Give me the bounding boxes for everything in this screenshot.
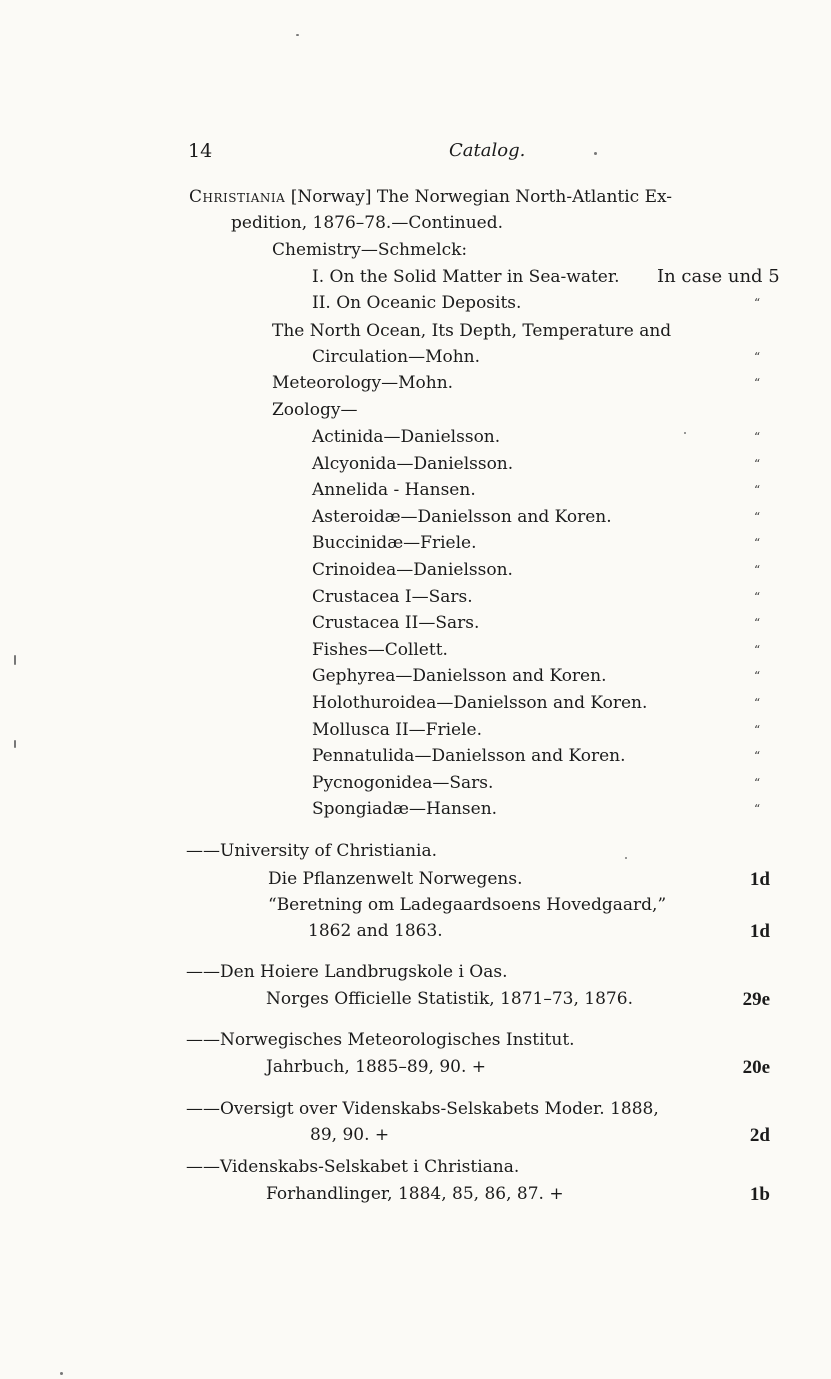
ditto-mark: “ xyxy=(754,456,761,471)
entry-line: 1862 and 1863. xyxy=(308,921,443,941)
ditto-mark: “ xyxy=(754,669,761,684)
zoology-item: Holothuroidea—Danielsson and Koren. xyxy=(312,693,648,713)
zoology-item: Actinida—Danielsson. xyxy=(312,427,501,447)
north-ocean-line-1: The North Ocean, Its Depth, Temperature and xyxy=(272,321,672,341)
location-code: 1d xyxy=(749,869,770,890)
print-speck xyxy=(14,740,16,748)
ditto-mark: “ xyxy=(754,696,761,710)
zoology-item: Pennatulida—Danielsson and Koren. xyxy=(312,746,626,767)
entry-heading: ——Den Hoiere Landbrugskole i Oas. xyxy=(186,962,508,982)
entry-line: “Beretning om Ladegaardsoens Hovedgaard,” xyxy=(268,895,667,915)
entry-heading: ——University of Christiania. xyxy=(186,841,438,861)
ditto-mark: “ xyxy=(754,376,761,390)
entry-line: Norges Officielle Statistik, 1871–73, 1876. xyxy=(266,989,633,1009)
print-speck xyxy=(296,34,299,36)
ditto-mark: “ xyxy=(754,749,761,764)
zoology-item: Spongiadæ—Hansen. xyxy=(312,799,498,820)
zoology-heading: Zoology— xyxy=(272,400,358,420)
ditto-mark: “ xyxy=(754,589,761,604)
ditto-mark: “ xyxy=(754,616,761,631)
north-ocean-line-2: Circulation—Mohn. xyxy=(312,347,481,367)
ditto-mark: “ xyxy=(754,563,761,577)
ditto-mark: “ xyxy=(754,802,761,817)
print-speck xyxy=(14,655,16,665)
zoology-item: Asteroidæ—Danielsson and Koren. xyxy=(312,506,612,527)
entry-heading: ——Oversigt over Videnskabs-Selskabets Moder. 1888, xyxy=(186,1099,659,1119)
entry-heading: ——Videnskabs-Selskabet i Christiana. xyxy=(186,1157,520,1177)
ditto-mark: “ xyxy=(754,722,761,737)
entry-line: Jahrbuch, 1885–89, 90. + xyxy=(266,1057,487,1077)
ditto-mark: “ xyxy=(754,775,761,790)
zoology-item: Fishes—Collett. xyxy=(312,639,448,660)
ditto-mark: “ xyxy=(754,483,761,498)
chem-item: I. On the Solid Matter in Sea-water. xyxy=(312,267,620,287)
entry-heading: ——Norwegisches Meteorologisches Institut. xyxy=(186,1030,575,1050)
ditto-mark: “ xyxy=(754,509,761,524)
zoology-item: Crustacea II—Sars. xyxy=(312,613,480,634)
entry-line: Forhandlinger, 1884, 85, 86, 87. + xyxy=(266,1184,564,1204)
entry-line: 89, 90. + xyxy=(310,1125,390,1145)
meteorology-line: Meteorology—Mohn. xyxy=(272,373,454,393)
print-speck xyxy=(625,857,627,859)
zoology-item: Buccinidæ—Friele. xyxy=(312,533,477,554)
page-number: 14 xyxy=(188,140,213,162)
zoology-item: Crinoidea—Danielsson. xyxy=(312,560,513,580)
chem-item-note: In case und 5 xyxy=(657,266,780,287)
print-speck xyxy=(60,1372,63,1375)
entry-line: Die Pflanzenwelt Norwegens. xyxy=(268,869,523,889)
ditto-mark: “ xyxy=(754,642,761,657)
print-speck xyxy=(594,152,597,155)
location-code: 29e xyxy=(742,989,770,1010)
zoology-item: Gephyrea—Danielsson and Koren. xyxy=(312,666,607,687)
christiania-heading-name: Christiania xyxy=(189,187,286,207)
zoology-item: Alcyonida—Danielsson. xyxy=(312,453,514,474)
ditto-mark: “ xyxy=(754,350,761,364)
chem-item: II. On Oceanic Deposits. xyxy=(312,293,522,313)
christiania-heading xyxy=(189,186,672,208)
ditto-mark: “ xyxy=(754,296,761,310)
zoology-item: Mollusca II—Friele. xyxy=(312,719,482,740)
page-title: Catalog. xyxy=(449,140,526,161)
location-code: 1b xyxy=(749,1184,770,1205)
christiania-heading-cont: pedition, 1876–78.—Continued. xyxy=(231,213,504,233)
zoology-item: Crustacea I—Sars. xyxy=(312,586,473,607)
zoology-item: Annelida - Hansen. xyxy=(312,480,476,501)
location-code: 2d xyxy=(749,1125,770,1146)
chemistry-heading: Chemistry—Schmelck: xyxy=(272,240,468,260)
ditto-mark: “ xyxy=(754,430,761,444)
zoology-item: Pycnogonidea—Sars. xyxy=(312,772,494,793)
location-code: 20e xyxy=(742,1057,770,1078)
location-code: 1d xyxy=(749,921,770,942)
ditto-mark: “ xyxy=(754,536,761,551)
christiania-heading-rest: [Norway] The Norwegian North-Atlantic Ex- xyxy=(290,187,673,207)
print-speck xyxy=(684,432,686,434)
